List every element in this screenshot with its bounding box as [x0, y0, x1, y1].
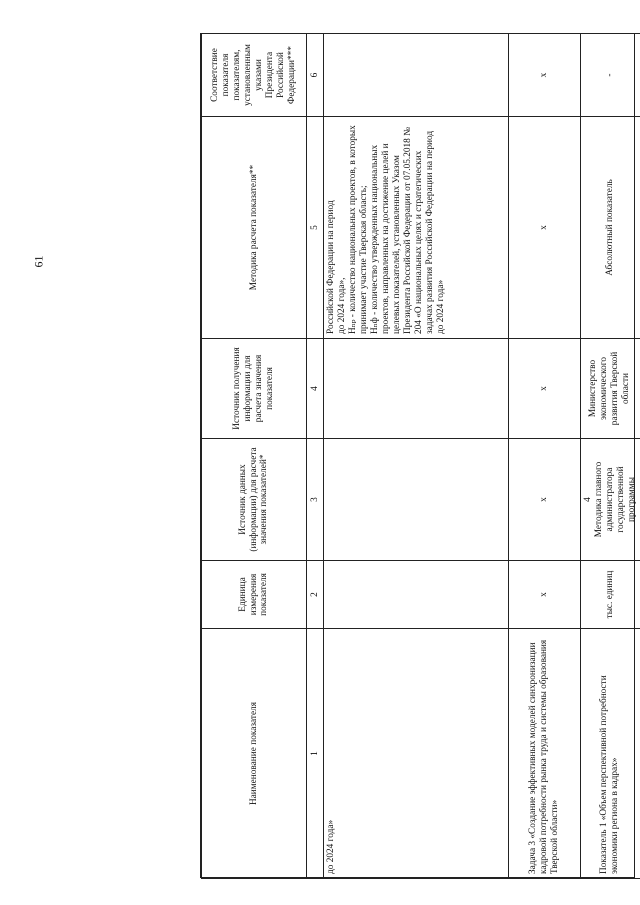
unit-cell: тыс. единиц	[581, 561, 640, 629]
header-unit: Единица измерения показателя	[202, 561, 307, 629]
header-calculation-method: Методика расчета показателя**	[202, 117, 307, 339]
unit-cell	[324, 561, 509, 629]
data-source-cell: 4 Методика главного администратора государственной программы	[581, 439, 640, 561]
data-source-cell: х	[509, 439, 581, 561]
column-number: 1	[307, 629, 324, 879]
info-source-cell: Министерство экономического развития Тверской области	[581, 339, 640, 439]
column-number: 2	[307, 561, 324, 629]
compliance-cell: -	[581, 34, 640, 117]
page-number: 61	[31, 255, 46, 268]
document-table-frame	[200, 33, 635, 878]
indicator-name-cell: Показатель 1 «Объем перспективной потребности экономики региона в кадрах»	[581, 629, 640, 879]
table-row	[509, 34, 581, 879]
header-indicator-name: Наименование показателя	[202, 629, 307, 879]
unit-cell: х	[509, 561, 581, 629]
column-number: 6	[307, 34, 324, 117]
column-number-row	[307, 34, 324, 879]
column-number: 4	[307, 339, 324, 439]
indicator-name-cell: до 2024 года»	[324, 629, 509, 879]
indicator-table	[201, 33, 640, 879]
table-row	[581, 34, 640, 879]
method-cell: х	[509, 117, 581, 339]
task-name-cell: Задача 3 «Создание эффективных моделей синхронизации кадровой потребности рынка труда и системы образования Тверской области»	[509, 629, 581, 879]
table-row	[324, 34, 509, 879]
column-number: 5	[307, 117, 324, 339]
rotated-sheet	[201, 34, 636, 879]
header-presidential-compliance: Соответствие показателя показателям, установленным указами Президента Российской Федерации***	[202, 34, 307, 117]
method-cell: Российской Федерации на период до 2024 года», Нₙₚ - количество национальных проектов, в которых принимает участие Тверская область; Нₙф - количество утвержденных национальных проектов, направленных на достижение целей и целевых показателей, установленных Указом Президента Российской Федерации от 07.05.2018 № 204 «О национальных целях и стратегических задачах развития Российской Федерации на период до 2024 года»	[324, 117, 509, 339]
method-cell: Абсолютный показатель	[581, 117, 640, 339]
header-data-source: Источник данных (информации) для расчета значения показателей*	[202, 439, 307, 561]
table-header-row	[202, 34, 307, 879]
compliance-cell	[324, 34, 509, 117]
compliance-cell: х	[509, 34, 581, 117]
data-source-cell	[324, 439, 509, 561]
info-source-cell: х	[509, 339, 581, 439]
info-source-cell	[324, 339, 509, 439]
column-number: 3	[307, 439, 324, 561]
header-info-source: Источник получения информации для расчета значения показателя	[202, 339, 307, 439]
